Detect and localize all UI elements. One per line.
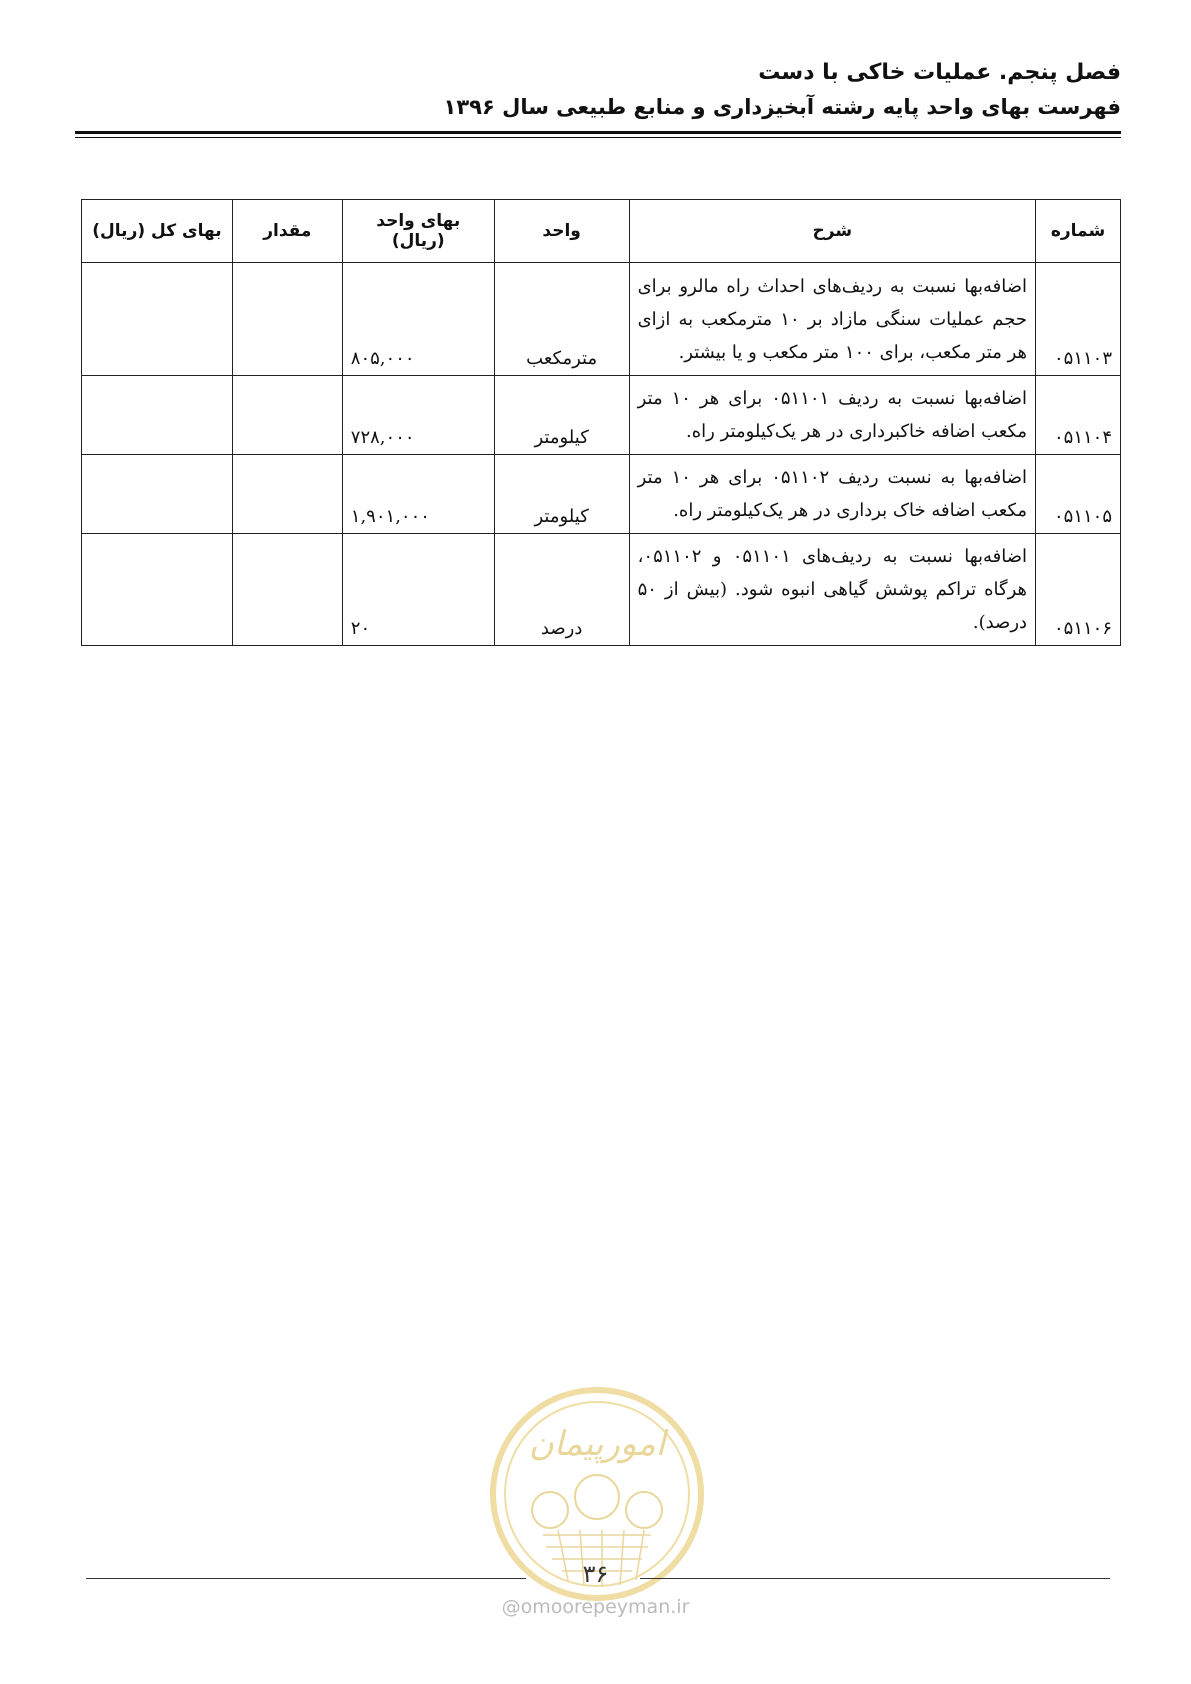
header-total-price: بهای کل (ریال) <box>82 200 233 263</box>
row-unit: کیلومتر <box>494 376 629 455</box>
header-rule-thin <box>75 137 1121 138</box>
table-header-row <box>82 200 1121 263</box>
price-table <box>81 199 1121 646</box>
svg-text:امورپیمان: امورپیمان <box>528 1424 666 1464</box>
row-total-price <box>82 455 233 534</box>
header-unit-price: بهای واحد (ریال) <box>342 200 494 263</box>
row-code: ۰۵۱۱۰۳ <box>1036 263 1121 376</box>
row-description: اضافه‌بها به نسبت ردیف ۰۵۱۱۰۲ برای هر ۱۰ متر مکعب اضافه خاک برداری در هر یک‌کیلومتر راه. <box>629 455 1035 534</box>
header-rule-thick <box>75 131 1121 134</box>
watermark-url: @omoorepeyman.ir <box>501 1596 690 1618</box>
page-header <box>444 56 1121 124</box>
header-quantity: مقدار <box>232 200 342 263</box>
row-total-price <box>82 534 233 646</box>
row-code: ۰۵۱۱۰۴ <box>1036 376 1121 455</box>
row-quantity <box>232 263 342 376</box>
header-description: شرح <box>629 200 1035 263</box>
row-quantity <box>232 534 342 646</box>
header-code: شماره <box>1036 200 1121 263</box>
table-row <box>82 376 1121 455</box>
row-description: اضافه‌بها نسبت به ردیف ۰۵۱۱۰۱ برای هر ۱۰ متر مکعب اضافه خاکبرداری در هر یک‌کیلومتر راه. <box>629 376 1035 455</box>
row-description: اضافه‌بها نسبت به ردیف‌های احداث راه مالرو برای حجم عملیات سنگی مازاد بر ۱۰ مترمکعب به ازای هر متر مکعب، برای ۱۰۰ متر مکعب و یا بیشتر. <box>629 263 1035 376</box>
row-description: اضافه‌بها نسبت به ردیف‌های ۰۵۱۱۰۱ و ۰۵۱۱۰۲، هرگاه تراکم پوشش گیاهی انبوه شود. (بیش از ۵۰ درصد). <box>629 534 1035 646</box>
row-unit: درصد <box>494 534 629 646</box>
row-unit-price: ۲۰ <box>342 534 494 646</box>
row-unit: کیلومتر <box>494 455 629 534</box>
chapter-title: فصل پنجم. عملیات خاکی با دست <box>758 60 1121 85</box>
row-code: ۰۵۱۱۰۵ <box>1036 455 1121 534</box>
row-total-price <box>82 263 233 376</box>
page-number: ۳۶ <box>582 1560 609 1588</box>
table-row <box>82 263 1121 376</box>
row-code: ۰۵۱۱۰۶ <box>1036 534 1121 646</box>
row-unit-price: ۷۲۸,۰۰۰ <box>342 376 494 455</box>
row-quantity <box>232 376 342 455</box>
row-unit: مترمکعب <box>494 263 629 376</box>
row-unit-price: ۸۰۵,۰۰۰ <box>342 263 494 376</box>
table-row <box>82 534 1121 646</box>
row-unit-price: ۱,۹۰۱,۰۰۰ <box>342 455 494 534</box>
row-total-price <box>82 376 233 455</box>
row-quantity <box>232 455 342 534</box>
header-unit: واحد <box>494 200 629 263</box>
price-list-title: فهرست بهای واحد پایه رشته آبخیزداری و منابع طبیعی سال ۱۳۹۶ <box>443 95 1121 119</box>
table-row <box>82 455 1121 534</box>
